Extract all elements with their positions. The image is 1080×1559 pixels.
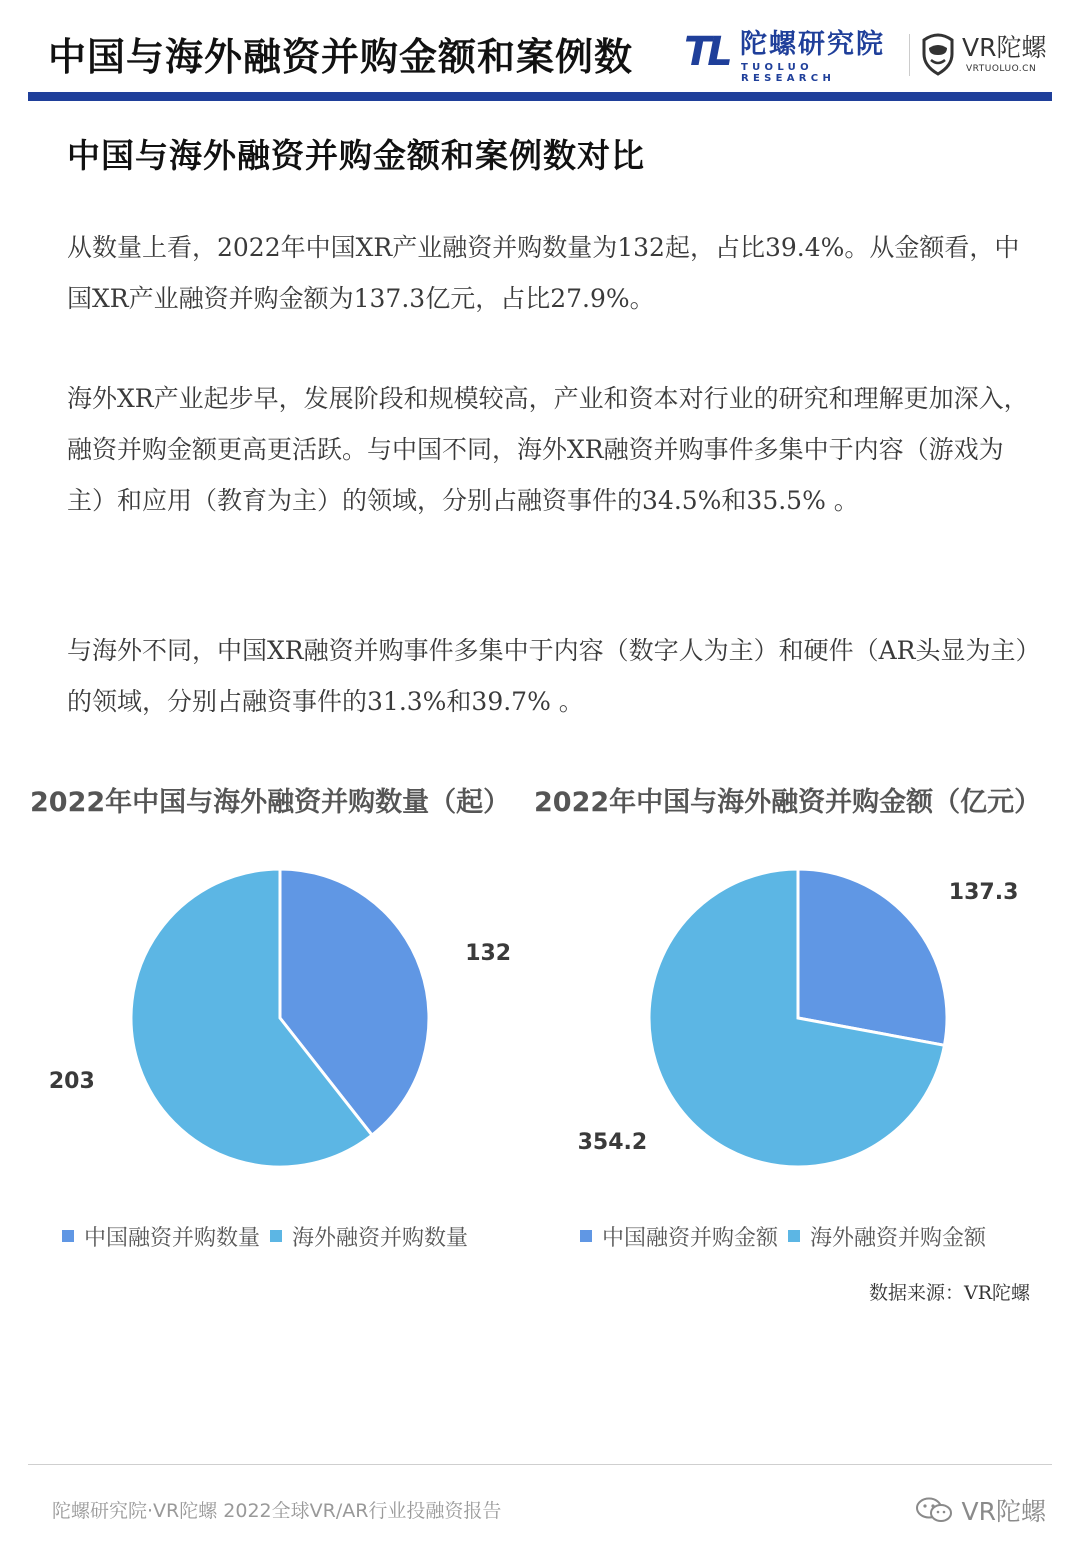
- legend-swatch: [580, 1230, 592, 1242]
- footer-account: [914, 1492, 1046, 1528]
- footer-report-name: 陀螺研究院·VR陀螺 2022全球VR/AR行业投融资报告: [52, 1500, 502, 1522]
- brand-vr-url: VRTUOLUO.CN: [966, 64, 1037, 74]
- header-title: 中国与海外融资并购金额和案例数: [48, 35, 634, 79]
- data-source: 数据来源：VR陀螺: [868, 1282, 1030, 1304]
- header-accent-bar: [28, 92, 1052, 101]
- page-header: [0, 0, 1080, 104]
- chart-title-amount: 2022年中国与海外融资并购金额（亿元）: [534, 787, 1042, 818]
- paragraph-quantity: 从数量上看，2022年中国XR产业融资并购数量为132起，占比39.4%。从金额看，中国XR产业融资并购金额为137.3亿元，占比27.9%。: [67, 233, 1020, 313]
- brand-tuoluo-en: TUOLUO RESEARCH: [741, 62, 836, 84]
- pie-label-amount-china: 137.3: [948, 879, 1019, 905]
- legend-label: 中国融资并购金额: [602, 1225, 779, 1251]
- pie-charts: [0, 840, 1080, 1200]
- vrtuoluo-logo: [918, 28, 1058, 80]
- tl-logo-mark: TL: [684, 29, 729, 75]
- chart-title-count: 2022年中国与海外融资并购数量（起）: [30, 787, 511, 818]
- tuoluo-research-logo: [684, 28, 904, 84]
- legend-swatch: [62, 1230, 74, 1242]
- legend-label: 海外融资并购金额: [810, 1225, 987, 1251]
- pie-slice-amount-china: [798, 869, 947, 1045]
- footer-divider: [28, 1464, 1052, 1465]
- legend-item-china-count: [62, 1221, 260, 1252]
- legend-count: [62, 1220, 478, 1252]
- brand-vr-name: VR陀螺: [962, 33, 1047, 62]
- legend-swatch: [270, 1230, 282, 1242]
- paragraph-china: 与海外不同，中国XR融资并购事件多集中于内容（数字人为主）和硬件（AR头显为主）的领域，分别占融资事件的31.3%和39.7% 。: [67, 636, 1029, 716]
- pie-label-count-overseas: 203: [48, 1069, 95, 1095]
- legend-item-overseas-count: [270, 1221, 468, 1252]
- legend-item-china-amount: [580, 1221, 778, 1252]
- brand-divider: [909, 34, 910, 76]
- section-title: 中国与海外融资并购金额和案例数对比: [67, 136, 645, 175]
- footer-account-name: VR陀螺: [961, 1497, 1046, 1526]
- legend-swatch: [788, 1230, 800, 1242]
- legend-item-overseas-amount: [788, 1221, 986, 1252]
- brand-tuoluo-cn: 陀螺研究院: [740, 29, 885, 60]
- legend-label: 中国融资并购数量: [84, 1225, 261, 1251]
- wechat-icon: [914, 1496, 954, 1524]
- legend-amount: [580, 1220, 996, 1252]
- pie-label-count-china: 132: [465, 940, 512, 966]
- legend-label: 海外融资并购数量: [292, 1225, 469, 1251]
- paragraph-overseas: 海外XR产业起步早，发展阶段和规模较高，产业和资本对行业的研究和理解更加深入，融资并购金额更高更活跃。与中国不同，海外XR融资并购事件多集中于内容（游戏为主）和应用（教育为主）的领域，分别占融资事件的34.5%和35.5% 。: [67, 384, 1029, 515]
- pie-label-amount-overseas: 354.2: [577, 1130, 648, 1156]
- shield-logo-icon: [918, 30, 958, 76]
